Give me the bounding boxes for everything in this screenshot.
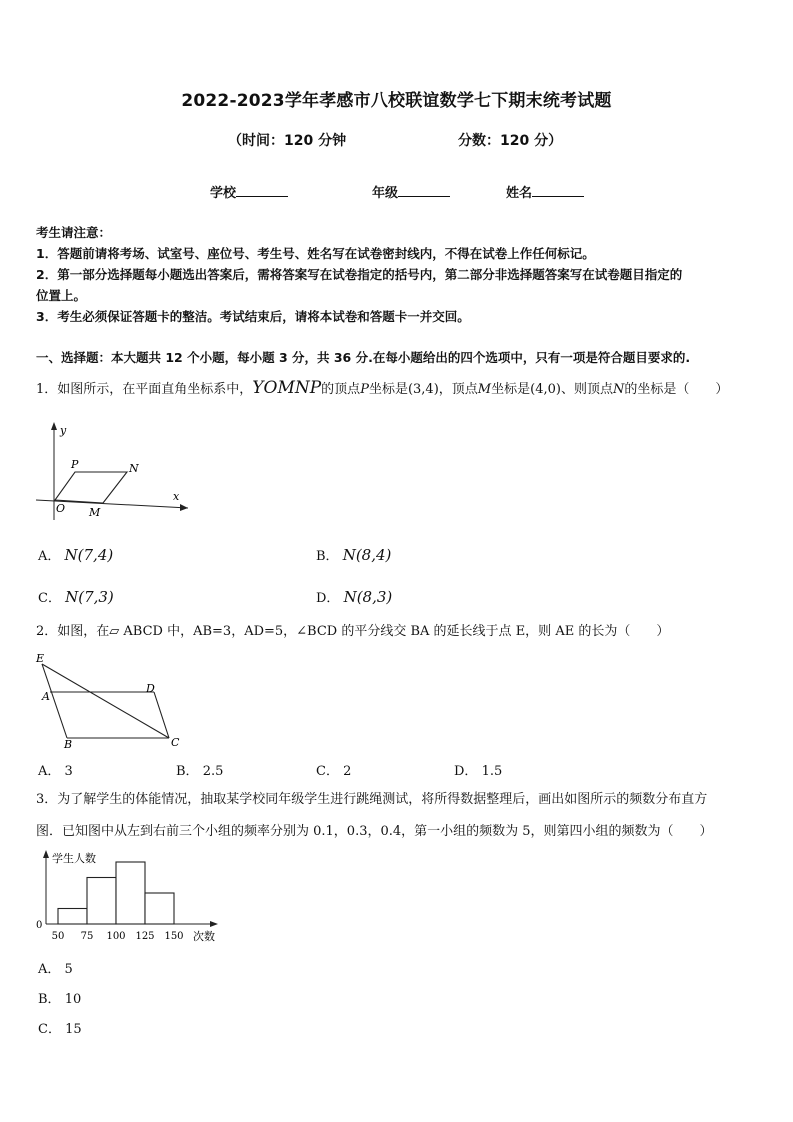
q2-option-d[interactable]: D． 1.5 <box>454 764 503 779</box>
histogram-bar <box>116 862 145 924</box>
page-title: 2022-2023学年孝感市八校联谊数学七下期末统考试题 <box>181 91 612 111</box>
question-2-figure <box>32 650 192 750</box>
q1-option-c[interactable]: C． N(7,3) <box>38 588 114 606</box>
q2-option-a[interactable]: A． 3 <box>38 764 73 779</box>
point-e-label: E <box>36 652 45 665</box>
vertex-m-label: M <box>89 506 101 519</box>
point-d-label: D <box>146 682 155 695</box>
notice-item: 位置上。 <box>36 288 87 303</box>
notice-block <box>36 222 760 327</box>
question-3-stem-line1: 3．为了解学生的体能情况，抽取某学校同年级学生进行跳绳测试，将所得数据整理后，画出如图所示的频数分布直方 <box>36 792 708 807</box>
histogram-bar <box>87 878 116 925</box>
vertex-p-label: P <box>71 458 79 471</box>
origin-label: O <box>56 502 66 515</box>
point-a-label: A <box>42 690 50 703</box>
q3-option-c[interactable]: C． 15 <box>38 1022 82 1037</box>
histogram-bar <box>145 893 174 924</box>
origin-label: 0 <box>36 920 43 931</box>
q1-option-a[interactable]: A． N(7,4) <box>38 546 114 564</box>
parallelogram-symbol: YOMNP <box>252 378 322 398</box>
vertex-n-label: N <box>129 462 139 475</box>
question-3-histogram <box>30 848 230 948</box>
q2-option-b[interactable]: B． 2.5 <box>176 764 224 779</box>
x-tick-label: 50 <box>51 931 65 942</box>
x-tick-label: 100 <box>106 931 126 942</box>
q3-option-b[interactable]: B． 10 <box>38 992 82 1007</box>
axis-y-label: y <box>60 424 67 437</box>
q2-option-c[interactable]: C． 2 <box>316 764 352 779</box>
score-label: 分数：120 分） <box>458 133 563 149</box>
y-axis-label: 学生人数 <box>52 852 96 865</box>
x-tick-label: 125 <box>135 931 155 942</box>
notice-item: 1．答题前请将考场、试室号、座位号、考生号、姓名写在试卷密封线内，不得在试卷上作任何标记。 <box>36 246 595 261</box>
grade-field[interactable]: 年级 <box>372 182 450 201</box>
axis-x-label: x <box>173 490 180 503</box>
x-tick-label: 150 <box>164 931 184 942</box>
question-1-stem: 1．如图所示，在平面直角坐标系中，YOMNP的顶点P坐标是(3,4)，顶点M坐标是(4,0)、则顶点N的坐标是（ ） <box>36 378 729 398</box>
notice-item: 3．考生必须保证答题卡的整洁。考试结束后，请将本试卷和答题卡一并交回。 <box>36 309 470 324</box>
question-2-stem: 2．如图，在▱ ABCD 中，AB=3，AD=5，∠BCD 的平分线交 BA 的延长线于点 E，则 AE 的长为（ ） <box>36 624 670 639</box>
point-c-label: C <box>171 736 180 749</box>
question-1-figure <box>30 420 200 525</box>
x-tick-label: 75 <box>80 931 94 942</box>
notice-item: 2．第一部分选择题每小题选出答案后，需将答案写在试卷指定的括号内，第二部分非选择题答案写在试卷题目指定的 <box>36 267 683 282</box>
x-axis-label: 次数 <box>193 930 215 943</box>
section-heading: 一、选择题：本大题共 12 个小题，每小题 3 分，共 36 分.在每小题给出的四个选项中，只有一项是符合题目要求的. <box>36 350 691 365</box>
name-field[interactable]: 姓名 <box>506 182 584 201</box>
question-3-stem-line2: 图．已知图中从左到右前三个小组的频率分别为 0.1，0.3，0.4，第一小组的频数为 5，则第四小组的频数为（ ） <box>36 824 713 839</box>
q3-option-a[interactable]: A． 5 <box>38 962 73 977</box>
q1-option-b[interactable]: B． N(8,4) <box>316 546 392 564</box>
school-field[interactable]: 学校 <box>210 182 288 201</box>
histogram-bar <box>58 909 87 925</box>
point-b-label: B <box>64 738 73 750</box>
q1-option-d[interactable]: D． N(8,3) <box>316 588 393 606</box>
time-label: （时间：120 分钟 <box>228 133 347 149</box>
notice-heading: 考生请注意： <box>36 225 112 240</box>
